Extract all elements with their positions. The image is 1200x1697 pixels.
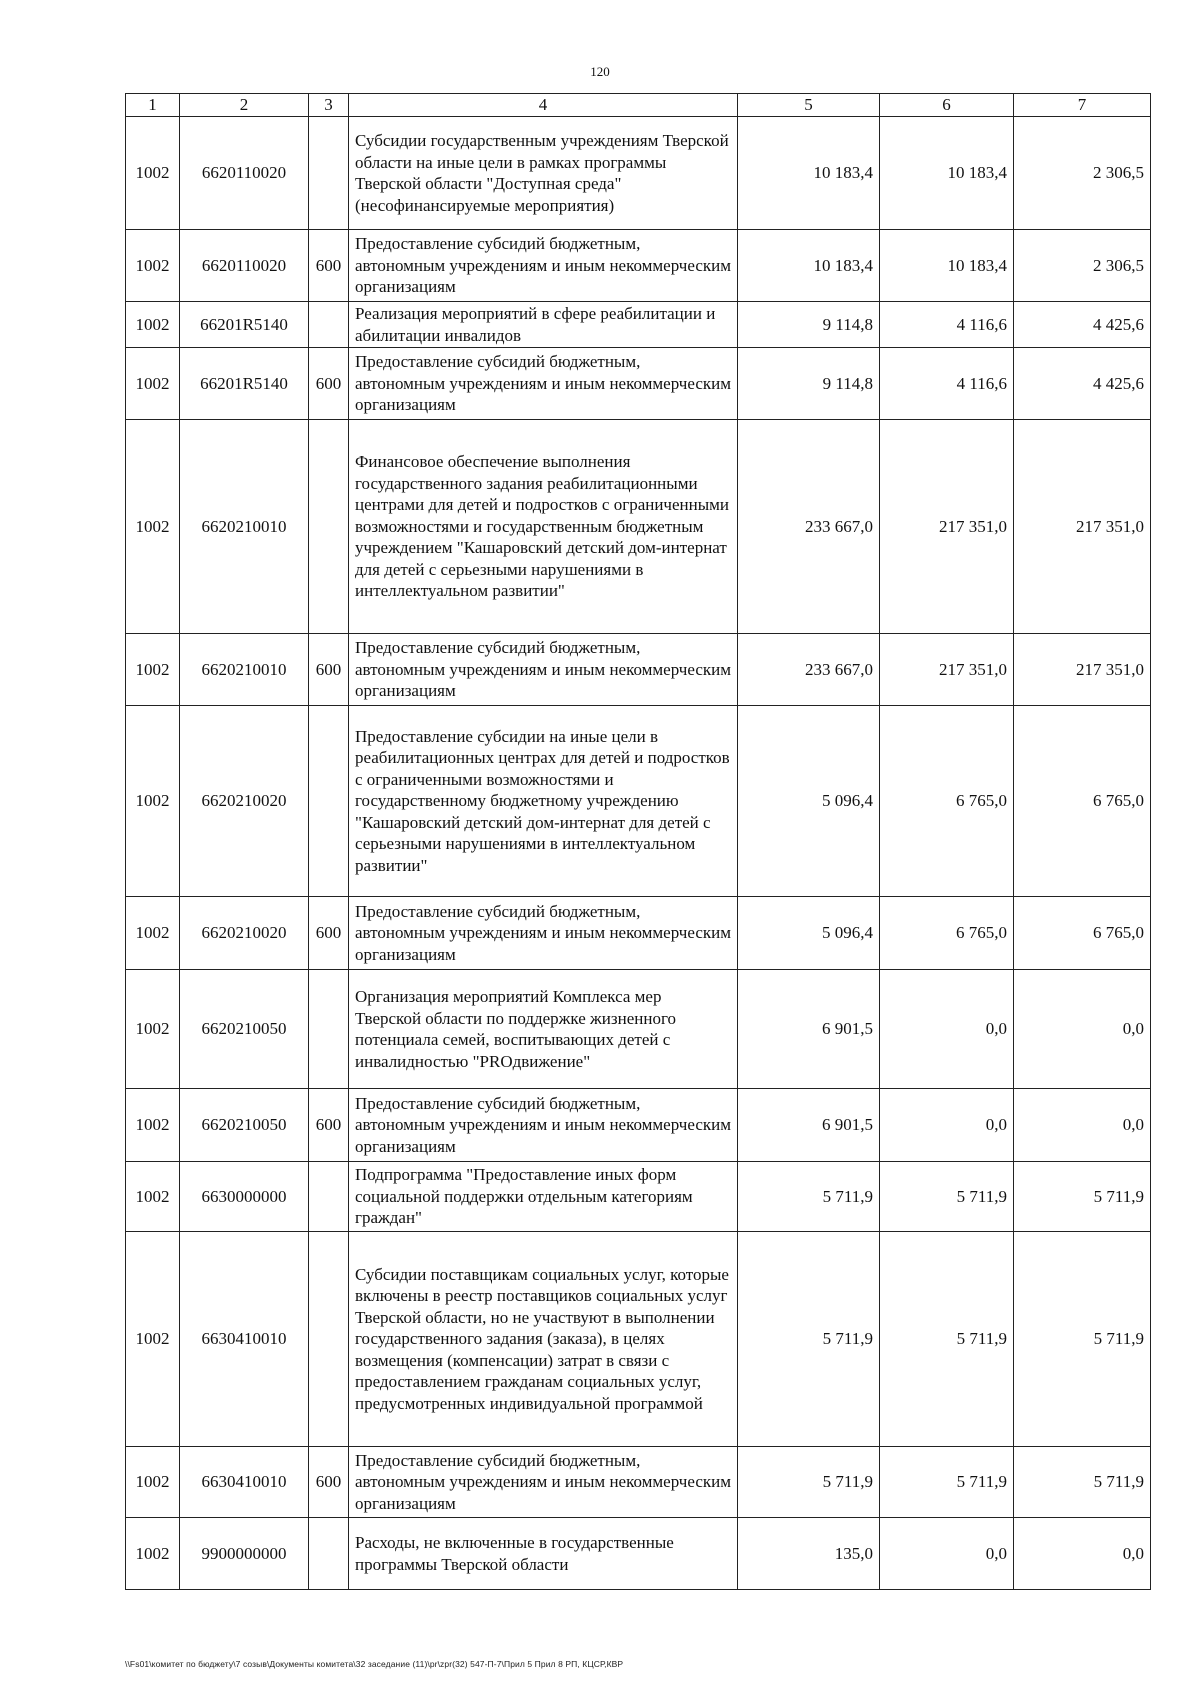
amount-col5-cell: 9 114,8 <box>738 302 880 348</box>
expense-type-cell: 600 <box>309 1447 349 1518</box>
expense-type-cell: 600 <box>309 897 349 970</box>
section-code-cell: 1002 <box>126 117 180 230</box>
expense-type-cell <box>309 1162 349 1232</box>
table-header-row <box>126 94 1151 117</box>
amount-col7-cell: 2 306,5 <box>1014 117 1151 230</box>
budget-table <box>125 93 1151 1590</box>
section-code-cell: 1002 <box>126 634 180 706</box>
target-article-cell: 66201R5140 <box>180 348 309 420</box>
expense-type-cell <box>309 302 349 348</box>
expense-type-cell <box>309 970 349 1089</box>
target-article-cell: 9900000000 <box>180 1518 309 1590</box>
target-article-cell: 6630000000 <box>180 1162 309 1232</box>
target-article-cell: 6630410010 <box>180 1232 309 1447</box>
target-article-cell: 6620210010 <box>180 634 309 706</box>
amount-col7-cell: 217 351,0 <box>1014 420 1151 634</box>
amount-col5-cell: 5 711,9 <box>738 1232 880 1447</box>
table-row <box>126 897 1151 970</box>
table-row <box>126 634 1151 706</box>
table-row <box>126 348 1151 420</box>
target-article-cell: 6620210050 <box>180 1089 309 1162</box>
amount-col5-cell: 233 667,0 <box>738 420 880 634</box>
amount-col6-cell: 5 711,9 <box>880 1447 1014 1518</box>
table-row <box>126 1089 1151 1162</box>
amount-col5-cell: 5 711,9 <box>738 1162 880 1232</box>
column-header: 3 <box>309 94 349 117</box>
column-header: 6 <box>880 94 1014 117</box>
target-article-cell: 6620110020 <box>180 230 309 302</box>
amount-col6-cell: 217 351,0 <box>880 420 1014 634</box>
table-row <box>126 230 1151 302</box>
expense-type-cell: 600 <box>309 230 349 302</box>
table-row <box>126 1518 1151 1590</box>
section-code-cell: 1002 <box>126 1162 180 1232</box>
description-cell: Организация мероприятий Комплекса мер Тверской области по поддержке жизненного потенциала семей, воспитывающих детей с инвалидностью "PROдвижение" <box>349 970 738 1089</box>
target-article-cell: 6620110020 <box>180 117 309 230</box>
description-cell: Предоставление субсидий бюджетным, автономным учреждениям и иным некоммерческим организациям <box>349 634 738 706</box>
amount-col7-cell: 5 711,9 <box>1014 1447 1151 1518</box>
amount-col7-cell: 6 765,0 <box>1014 706 1151 897</box>
amount-col7-cell: 0,0 <box>1014 970 1151 1089</box>
description-cell: Реализация мероприятий в сфере реабилитации и абилитации инвалидов <box>349 302 738 348</box>
table-row <box>126 1447 1151 1518</box>
table-row <box>126 420 1151 634</box>
section-code-cell: 1002 <box>126 706 180 897</box>
column-header: 2 <box>180 94 309 117</box>
description-cell: Предоставление субсидии на иные цели в реабилитационных центрах для детей и подростков с ограниченными возможностями и государственному бюджетному учреждению "Кашаровский детский дом-интернат для детей с серьезными нарушениями в интеллектуальном развитии" <box>349 706 738 897</box>
description-cell: Расходы, не включенные в государственные программы Тверской области <box>349 1518 738 1590</box>
section-code-cell: 1002 <box>126 897 180 970</box>
expense-type-cell: 600 <box>309 1089 349 1162</box>
amount-col6-cell: 5 711,9 <box>880 1162 1014 1232</box>
amount-col5-cell: 9 114,8 <box>738 348 880 420</box>
description-cell: Предоставление субсидий бюджетным, автономным учреждениям и иным некоммерческим организациям <box>349 897 738 970</box>
amount-col6-cell: 217 351,0 <box>880 634 1014 706</box>
amount-col6-cell: 0,0 <box>880 1089 1014 1162</box>
amount-col7-cell: 5 711,9 <box>1014 1162 1151 1232</box>
expense-type-cell <box>309 1232 349 1447</box>
expense-type-cell <box>309 1518 349 1590</box>
amount-col5-cell: 5 096,4 <box>738 897 880 970</box>
column-header: 1 <box>126 94 180 117</box>
section-code-cell: 1002 <box>126 420 180 634</box>
description-cell: Предоставление субсидий бюджетным, автономным учреждениям и иным некоммерческим организациям <box>349 1089 738 1162</box>
amount-col7-cell: 6 765,0 <box>1014 897 1151 970</box>
amount-col5-cell: 233 667,0 <box>738 634 880 706</box>
description-cell: Предоставление субсидий бюджетным, автономным учреждениям и иным некоммерческим организациям <box>349 348 738 420</box>
section-code-cell: 1002 <box>126 348 180 420</box>
amount-col5-cell: 10 183,4 <box>738 230 880 302</box>
column-header: 7 <box>1014 94 1151 117</box>
expense-type-cell <box>309 117 349 230</box>
table-row <box>126 1232 1151 1447</box>
amount-col5-cell: 10 183,4 <box>738 117 880 230</box>
amount-col5-cell: 5 096,4 <box>738 706 880 897</box>
description-cell: Предоставление субсидий бюджетным, автономным учреждениям и иным некоммерческим организациям <box>349 1447 738 1518</box>
amount-col5-cell: 135,0 <box>738 1518 880 1590</box>
section-code-cell: 1002 <box>126 970 180 1089</box>
expense-type-cell <box>309 706 349 897</box>
target-article-cell: 6620210020 <box>180 706 309 897</box>
amount-col6-cell: 6 765,0 <box>880 897 1014 970</box>
target-article-cell: 6620210020 <box>180 897 309 970</box>
amount-col6-cell: 4 116,6 <box>880 348 1014 420</box>
table-row <box>126 970 1151 1089</box>
amount-col6-cell: 4 116,6 <box>880 302 1014 348</box>
description-cell: Предоставление субсидий бюджетным, автономным учреждениям и иным некоммерческим организациям <box>349 230 738 302</box>
description-cell: Субсидии поставщикам социальных услуг, которые включены в реестр поставщиков социальных услуг Тверской области, но не участвуют в выполнении государственного задания (заказа), в целях возмещения (компенсации) затрат в связи с предоставлением гражданам социальных услуг, предусмотренных индивидуальной программой <box>349 1232 738 1447</box>
description-cell: Субсидии государственным учреждениям Тверской области на иные цели в рамках программы Тверской области "Доступная среда" (несофинансируемые мероприятия) <box>349 117 738 230</box>
section-code-cell: 1002 <box>126 230 180 302</box>
amount-col6-cell: 6 765,0 <box>880 706 1014 897</box>
amount-col7-cell: 0,0 <box>1014 1089 1151 1162</box>
target-article-cell: 6630410010 <box>180 1447 309 1518</box>
amount-col6-cell: 10 183,4 <box>880 117 1014 230</box>
amount-col6-cell: 5 711,9 <box>880 1232 1014 1447</box>
target-article-cell: 6620210010 <box>180 420 309 634</box>
amount-col7-cell: 0,0 <box>1014 1518 1151 1590</box>
expense-type-cell <box>309 420 349 634</box>
amount-col5-cell: 5 711,9 <box>738 1447 880 1518</box>
page-number: 120 <box>590 64 610 79</box>
section-code-cell: 1002 <box>126 1518 180 1590</box>
section-code-cell: 1002 <box>126 302 180 348</box>
table-row <box>126 117 1151 230</box>
amount-col6-cell: 0,0 <box>880 970 1014 1089</box>
section-code-cell: 1002 <box>126 1447 180 1518</box>
amount-col7-cell: 4 425,6 <box>1014 348 1151 420</box>
column-header: 5 <box>738 94 880 117</box>
description-cell: Подпрограмма "Предоставление иных форм социальной поддержки отдельным категориям граждан" <box>349 1162 738 1232</box>
description-cell: Финансовое обеспечение выполнения государственного задания реабилитационными центрами для детей и подростков с ограниченными возможностями и государственным бюджетным учреждением "Кашаровский детский дом-интернат для детей с серьезными нарушениями в интеллектуальном развитии" <box>349 420 738 634</box>
amount-col6-cell: 10 183,4 <box>880 230 1014 302</box>
section-code-cell: 1002 <box>126 1089 180 1162</box>
amount-col7-cell: 2 306,5 <box>1014 230 1151 302</box>
amount-col7-cell: 217 351,0 <box>1014 634 1151 706</box>
table-row <box>126 1162 1151 1232</box>
column-header: 4 <box>349 94 738 117</box>
document-file-path: \\Fs01\комитет по бюджету\7 созыв\Документы комитета\32 заседание (11)\pr\zpr(32) 547-П-7\Прил 5 Прил 8 РП, КЦСР,КВР <box>125 1659 624 1669</box>
amount-col5-cell: 6 901,5 <box>738 970 880 1089</box>
table-row <box>126 302 1151 348</box>
target-article-cell: 6620210050 <box>180 970 309 1089</box>
section-code-cell: 1002 <box>126 1232 180 1447</box>
amount-col6-cell: 0,0 <box>880 1518 1014 1590</box>
expense-type-cell: 600 <box>309 634 349 706</box>
expense-type-cell: 600 <box>309 348 349 420</box>
amount-col7-cell: 5 711,9 <box>1014 1232 1151 1447</box>
amount-col5-cell: 6 901,5 <box>738 1089 880 1162</box>
amount-col7-cell: 4 425,6 <box>1014 302 1151 348</box>
target-article-cell: 66201R5140 <box>180 302 309 348</box>
table-row <box>126 706 1151 897</box>
